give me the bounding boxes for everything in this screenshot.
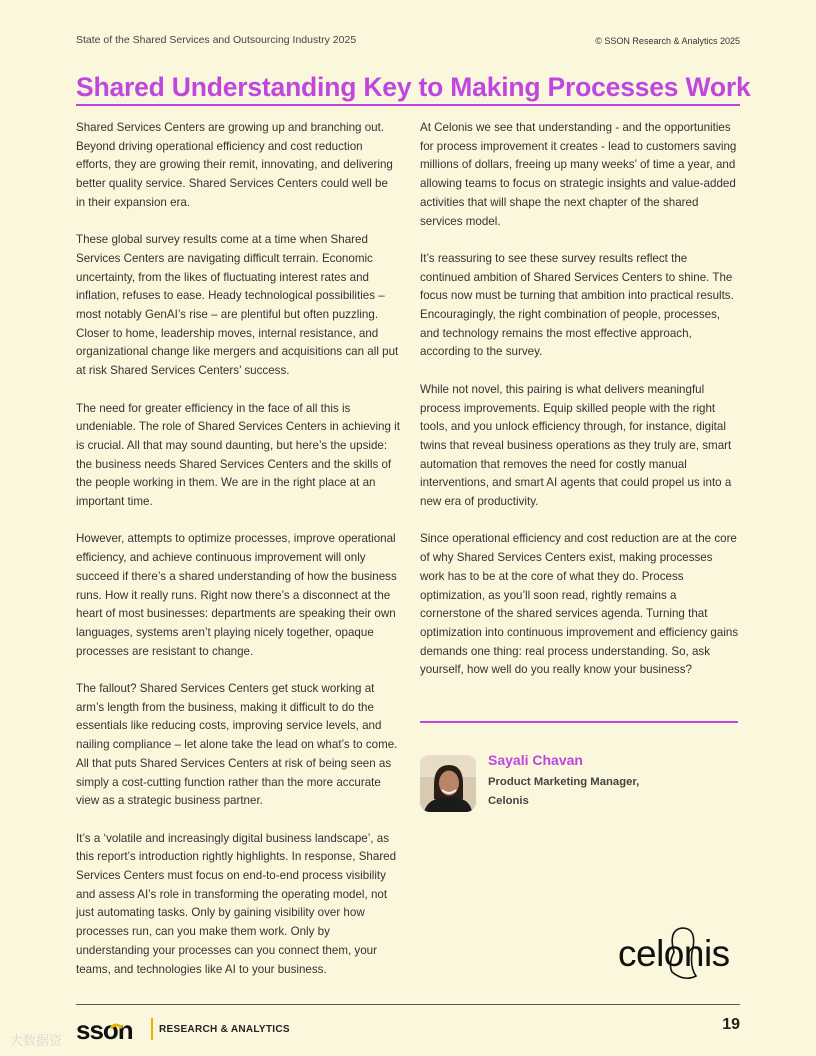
signature-divider (420, 721, 738, 723)
author-role: Product Marketing Manager, (488, 776, 640, 788)
sson-logo-text: sson (76, 1015, 133, 1044)
paragraph: These global survey results come at a time when Shared Services Centers are navigating difficult terrain. Economic uncertainty, from the likes of fluctuating interest rates and inflation, refuses to ease. Heady technological possibilities – most notably GenAI’s rise – are plentiful but often puzzling. Closer to home, leadership moves, internal resistance, and organizational change like mergers and acquisitions can all put at risk Shared Services Centers’ success. (76, 233, 399, 378)
author-role-block (488, 773, 639, 810)
right-column (420, 119, 740, 699)
paragraph: While not novel, this pairing is what delivers meaningful process improvements. Equip skilled people with the right tools, and you unlock efficiency through, for instance, digital twins that reveal business operations as they truly are, smart automation that removes the need for costly manual interventions, and smart AI agents that could propel us into a new era of productivity. (420, 382, 732, 509)
sson-logo (76, 1014, 156, 1044)
running-header-copyright: © SSON Research & Analytics 2025 (595, 36, 740, 46)
watermark: 大数据资 (10, 1033, 63, 1048)
sson-tagline: RESEARCH & ANALYTICS (159, 1024, 290, 1035)
paragraph: At Celonis we see that understanding - and the opportunities for process improvement it creates - lead to customers saving millions of dollars, freeing up many weeks’ of time a year, and allowing teams to focus on strategic insights and value-added activities that will shape the next chapter of the shared services model. (420, 121, 737, 228)
footer-divider (76, 1004, 740, 1005)
celonis-logo (614, 922, 746, 982)
page-title: Shared Understanding Key to Making Processes Work (76, 72, 751, 102)
left-column (76, 119, 400, 998)
page-number: 19 (722, 1016, 740, 1033)
running-header-title: State of the Shared Services and Outsourcing Industry 2025 (76, 34, 357, 46)
paragraph: It’s a ‘volatile and increasingly digital business landscape’, as this report’s introduction rightly highlights. In response, Shared Services Centers must focus on end-to-end process visibility and assess AI’s role in transforming the operating model, not just automating tasks. Only by gaining visibility over how processes run, can you make them work. Only by understanding your processes can you connect them, your teams, and technologies like AI to your business. (76, 831, 397, 976)
person-portrait-icon (420, 755, 476, 812)
logo-divider (151, 1018, 153, 1040)
author-name: Sayali Chavan (488, 752, 583, 768)
title-underline (76, 104, 740, 106)
paragraph: The need for greater efficiency in the face of all this is undeniable. The role of Shared Services Centers in achieving it is crucial. All that may sound daunting, but here’s the upside: the business needs Shared Services Centers and the skills of the people working in them. We are in the right place at an important time. (76, 401, 400, 509)
paragraph: Shared Services Centers are growing up and branching out. Beyond driving operational efficiency and cost reduction efforts, they are growing their remit, innovating, and delivering better quality service. Shared Services Centers could well be in their expansion era. (76, 121, 393, 209)
author-avatar (420, 755, 476, 812)
paragraph: The fallout? Shared Services Centers get stuck working at arm’s length from the business, making it difficult to do the essentials like reducing costs, improving service levels, and nailing compliance – let alone take the lead on what’s to come. All that puts Shared Services Centers at risk of being seen as simply a cost-cutting function rather than the more accurate view as a strategic business partner. (76, 682, 398, 808)
paragraph: However, attempts to optimize processes, improve operational efficiency, and achieve continuous improvement will only succeed if there’s a shared understanding of how the business runs. How it really runs. Right now there’s a disconnect at the heart of most businesses: departments are speaking their own languages, systems aren’t playing nicely together, opaque processes are resistant to change. (76, 532, 397, 658)
paragraph: Since operational efficiency and cost reduction are at the core of why Shared Services Centers exist, making processes work has to be at the core of what they do. Process optimization, as you’ll soon read, rightly remains a cornerstone of the shared services agenda. Turning that optimization into continuous improvement and efficiency gains demands one thing: real process understanding. So, ask yourself, how well do you really know your business? (420, 532, 739, 677)
author-company: Celonis (488, 794, 529, 807)
celonis-logo-text: celonis (618, 933, 730, 974)
paragraph: It’s reassuring to see these survey results reflect the continued ambition of Shared Services Centers to shine. The focus now must be turning that ambition into practical results. Encouragingly, the right combination of people, processes, and technology remains the most effective approach, according to the survey. (420, 251, 734, 359)
